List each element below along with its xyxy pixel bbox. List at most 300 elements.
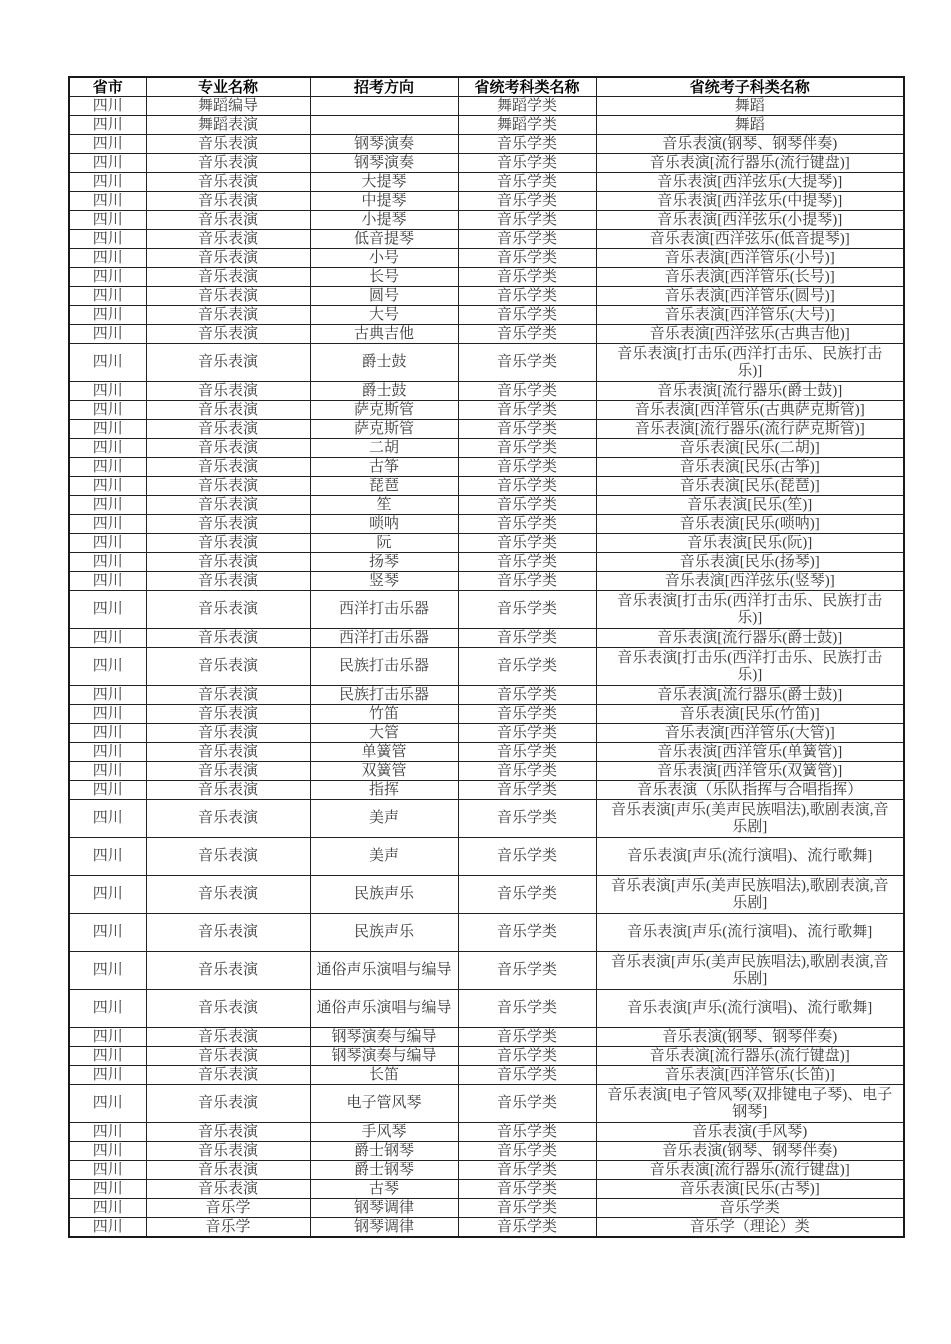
cell-category: 音乐学类 bbox=[458, 629, 596, 648]
cell-category: 音乐学类 bbox=[458, 591, 596, 629]
table-row bbox=[69, 1085, 904, 1123]
table-row bbox=[69, 1142, 904, 1161]
cell-province: 四川 bbox=[69, 705, 146, 724]
cell-direction bbox=[310, 116, 458, 135]
cell-province: 四川 bbox=[69, 477, 146, 496]
cell-direction: 大号 bbox=[310, 306, 458, 325]
cell-subcategory: 音乐表演[流行器乐(爵士鼓)] bbox=[596, 382, 904, 401]
table-row bbox=[69, 401, 904, 420]
table-row bbox=[69, 1028, 904, 1047]
table-row bbox=[69, 515, 904, 534]
cell-province: 四川 bbox=[69, 154, 146, 173]
cell-province: 四川 bbox=[69, 1161, 146, 1180]
cell-category: 音乐学类 bbox=[458, 1085, 596, 1123]
cell-subcategory: 音乐表演[民乐(扬琴)] bbox=[596, 553, 904, 572]
cell-subcategory: 舞蹈 bbox=[596, 97, 904, 116]
cell-subcategory: 音乐表演[流行器乐(流行键盘)] bbox=[596, 1161, 904, 1180]
cell-subcategory: 音乐表演[西洋管乐(长笛)] bbox=[596, 1066, 904, 1085]
cell-category: 舞蹈学类 bbox=[458, 116, 596, 135]
cell-subcategory: 音乐表演[西洋管乐(长号)] bbox=[596, 268, 904, 287]
cell-category: 音乐学类 bbox=[458, 230, 596, 249]
cell-subcategory: 音乐表演[西洋管乐(大管)] bbox=[596, 724, 904, 743]
cell-major: 音乐表演 bbox=[146, 762, 310, 781]
cell-subcategory: 音乐表演[西洋弦乐(古典吉他)] bbox=[596, 325, 904, 344]
cell-major: 音乐表演 bbox=[146, 1142, 310, 1161]
table-row bbox=[69, 135, 904, 154]
cell-category: 音乐学类 bbox=[458, 705, 596, 724]
cell-subcategory: 音乐表演[民乐(古筝)] bbox=[596, 458, 904, 477]
cell-province: 四川 bbox=[69, 344, 146, 382]
table-row bbox=[69, 838, 904, 876]
table-row bbox=[69, 1180, 904, 1199]
header-row bbox=[69, 77, 904, 97]
cell-major: 音乐表演 bbox=[146, 230, 310, 249]
cell-direction: 双簧管 bbox=[310, 762, 458, 781]
cell-category: 音乐学类 bbox=[458, 553, 596, 572]
table-row bbox=[69, 648, 904, 686]
cell-category: 音乐学类 bbox=[458, 268, 596, 287]
cell-category: 音乐学类 bbox=[458, 952, 596, 990]
cell-direction: 低音提琴 bbox=[310, 230, 458, 249]
cell-category: 音乐学类 bbox=[458, 1028, 596, 1047]
cell-major: 音乐表演 bbox=[146, 800, 310, 838]
cell-province: 四川 bbox=[69, 743, 146, 762]
cell-major: 音乐表演 bbox=[146, 591, 310, 629]
table-row bbox=[69, 1161, 904, 1180]
cell-direction: 钢琴演奏与编导 bbox=[310, 1028, 458, 1047]
cell-major: 音乐表演 bbox=[146, 154, 310, 173]
cell-subcategory: 音乐表演(钢琴、钢琴伴奏) bbox=[596, 1142, 904, 1161]
cell-major: 音乐表演 bbox=[146, 629, 310, 648]
cell-province: 四川 bbox=[69, 515, 146, 534]
table-row bbox=[69, 344, 904, 382]
cell-province: 四川 bbox=[69, 724, 146, 743]
cell-category: 音乐学类 bbox=[458, 325, 596, 344]
cell-direction: 长号 bbox=[310, 268, 458, 287]
cell-category: 音乐学类 bbox=[458, 1199, 596, 1218]
cell-category: 音乐学类 bbox=[458, 1047, 596, 1066]
table-row bbox=[69, 629, 904, 648]
cell-major: 舞蹈表演 bbox=[146, 116, 310, 135]
cell-subcategory: 音乐表演[电子管风琴(双排键电子琴)、电子钢琴] bbox=[596, 1085, 904, 1123]
cell-direction: 小号 bbox=[310, 249, 458, 268]
cell-direction: 竖琴 bbox=[310, 572, 458, 591]
cell-direction: 爵士钢琴 bbox=[310, 1161, 458, 1180]
table-row bbox=[69, 743, 904, 762]
cell-major: 音乐表演 bbox=[146, 914, 310, 952]
cell-direction: 萨克斯管 bbox=[310, 420, 458, 439]
table-row bbox=[69, 686, 904, 705]
cell-subcategory: 音乐表演[声乐(美声民族唱法),歌剧表演,音乐剧] bbox=[596, 952, 904, 990]
cell-direction: 琵琶 bbox=[310, 477, 458, 496]
cell-province: 四川 bbox=[69, 420, 146, 439]
cell-direction: 古筝 bbox=[310, 458, 458, 477]
cell-subcategory: 音乐表演[民乐(唢呐)] bbox=[596, 515, 904, 534]
cell-province: 四川 bbox=[69, 686, 146, 705]
cell-province: 四川 bbox=[69, 97, 146, 116]
cell-direction: 唢呐 bbox=[310, 515, 458, 534]
cell-subcategory: 音乐表演[民乐(琵琶)] bbox=[596, 477, 904, 496]
cell-category: 音乐学类 bbox=[458, 1066, 596, 1085]
cell-province: 四川 bbox=[69, 800, 146, 838]
cell-category: 音乐学类 bbox=[458, 382, 596, 401]
cell-major: 音乐表演 bbox=[146, 458, 310, 477]
table-row bbox=[69, 496, 904, 515]
table-row bbox=[69, 781, 904, 800]
cell-direction: 萨克斯管 bbox=[310, 401, 458, 420]
cell-province: 四川 bbox=[69, 439, 146, 458]
cell-subcategory: 音乐表演[西洋弦乐(中提琴)] bbox=[596, 192, 904, 211]
table-row bbox=[69, 249, 904, 268]
table-row bbox=[69, 1199, 904, 1218]
cell-major: 音乐表演 bbox=[146, 1066, 310, 1085]
cell-direction: 电子管风琴 bbox=[310, 1085, 458, 1123]
cell-subcategory: 音乐表演[流行器乐(流行键盘)] bbox=[596, 154, 904, 173]
cell-province: 四川 bbox=[69, 192, 146, 211]
cell-subcategory: 音乐表演[声乐(美声民族唱法),歌剧表演,音乐剧] bbox=[596, 876, 904, 914]
cell-direction: 西洋打击乐器 bbox=[310, 591, 458, 629]
cell-direction: 钢琴演奏 bbox=[310, 135, 458, 154]
table-row bbox=[69, 477, 904, 496]
cell-category: 音乐学类 bbox=[458, 572, 596, 591]
cell-province: 四川 bbox=[69, 230, 146, 249]
cell-major: 音乐表演 bbox=[146, 344, 310, 382]
cell-major: 音乐学 bbox=[146, 1218, 310, 1238]
cell-province: 四川 bbox=[69, 762, 146, 781]
cell-subcategory: 音乐表演[打击乐(西洋打击乐、民族打击乐)] bbox=[596, 648, 904, 686]
cell-subcategory: 音乐表演[西洋弦乐(小提琴)] bbox=[596, 211, 904, 230]
cell-province: 四川 bbox=[69, 781, 146, 800]
cell-category: 音乐学类 bbox=[458, 743, 596, 762]
cell-province: 四川 bbox=[69, 496, 146, 515]
cell-category: 音乐学类 bbox=[458, 439, 596, 458]
cell-province: 四川 bbox=[69, 572, 146, 591]
header-major: 专业名称 bbox=[146, 77, 310, 97]
cell-subcategory: 音乐表演(手风琴) bbox=[596, 1123, 904, 1142]
cell-province: 四川 bbox=[69, 1142, 146, 1161]
cell-major: 音乐表演 bbox=[146, 553, 310, 572]
table-row bbox=[69, 154, 904, 173]
cell-major: 音乐表演 bbox=[146, 306, 310, 325]
cell-subcategory: 音乐表演[西洋弦乐(竖琴)] bbox=[596, 572, 904, 591]
cell-category: 舞蹈学类 bbox=[458, 97, 596, 116]
table-row bbox=[69, 990, 904, 1028]
cell-major: 音乐表演 bbox=[146, 781, 310, 800]
cell-subcategory: 音乐表演(钢琴、钢琴伴奏) bbox=[596, 1028, 904, 1047]
cell-subcategory: 音乐表演[打击乐(西洋打击乐、民族打击乐)] bbox=[596, 591, 904, 629]
cell-direction: 通俗声乐演唱与编导 bbox=[310, 952, 458, 990]
cell-subcategory: 音乐表演[西洋弦乐(低音提琴)] bbox=[596, 230, 904, 249]
cell-subcategory: 音乐表演[西洋管乐(单簧管)] bbox=[596, 743, 904, 762]
cell-province: 四川 bbox=[69, 838, 146, 876]
cell-direction: 通俗声乐演唱与编导 bbox=[310, 990, 458, 1028]
cell-province: 四川 bbox=[69, 1199, 146, 1218]
cell-direction: 美声 bbox=[310, 838, 458, 876]
cell-category: 音乐学类 bbox=[458, 1142, 596, 1161]
table-row bbox=[69, 1047, 904, 1066]
table-row bbox=[69, 382, 904, 401]
cell-direction: 笙 bbox=[310, 496, 458, 515]
cell-province: 四川 bbox=[69, 534, 146, 553]
cell-category: 音乐学类 bbox=[458, 1218, 596, 1238]
cell-province: 四川 bbox=[69, 1085, 146, 1123]
cell-direction: 民族声乐 bbox=[310, 876, 458, 914]
table-row bbox=[69, 458, 904, 477]
cell-subcategory: 舞蹈 bbox=[596, 116, 904, 135]
cell-major: 音乐表演 bbox=[146, 249, 310, 268]
table-row bbox=[69, 705, 904, 724]
cell-major: 音乐表演 bbox=[146, 268, 310, 287]
cell-subcategory: 音乐表演[民乐(古琴)] bbox=[596, 1180, 904, 1199]
table-row bbox=[69, 534, 904, 553]
table-row bbox=[69, 420, 904, 439]
cell-subcategory: 音乐表演[流行器乐(流行键盘)] bbox=[596, 1047, 904, 1066]
cell-category: 音乐学类 bbox=[458, 249, 596, 268]
table-row bbox=[69, 1218, 904, 1238]
cell-category: 音乐学类 bbox=[458, 781, 596, 800]
cell-major: 音乐表演 bbox=[146, 724, 310, 743]
cell-province: 四川 bbox=[69, 173, 146, 192]
table-row bbox=[69, 325, 904, 344]
cell-direction: 大管 bbox=[310, 724, 458, 743]
cell-subcategory: 音乐学（理论）类 bbox=[596, 1218, 904, 1238]
table-row bbox=[69, 211, 904, 230]
cell-province: 四川 bbox=[69, 952, 146, 990]
cell-subcategory: 音乐表演[民乐(竹笛)] bbox=[596, 705, 904, 724]
cell-major: 音乐表演 bbox=[146, 420, 310, 439]
cell-province: 四川 bbox=[69, 1047, 146, 1066]
cell-direction: 长笛 bbox=[310, 1066, 458, 1085]
cell-major: 音乐表演 bbox=[146, 192, 310, 211]
cell-province: 四川 bbox=[69, 325, 146, 344]
table-row bbox=[69, 762, 904, 781]
cell-category: 音乐学类 bbox=[458, 914, 596, 952]
table-row bbox=[69, 268, 904, 287]
header-province: 省市 bbox=[69, 77, 146, 97]
cell-direction: 扬琴 bbox=[310, 553, 458, 572]
cell-major: 音乐表演 bbox=[146, 1123, 310, 1142]
header-direction: 招考方向 bbox=[310, 77, 458, 97]
cell-major: 音乐表演 bbox=[146, 1047, 310, 1066]
cell-direction: 二胡 bbox=[310, 439, 458, 458]
cell-category: 音乐学类 bbox=[458, 800, 596, 838]
cell-province: 四川 bbox=[69, 401, 146, 420]
cell-subcategory: 音乐表演[西洋弦乐(大提琴)] bbox=[596, 173, 904, 192]
table-row bbox=[69, 192, 904, 211]
cell-major: 音乐表演 bbox=[146, 401, 310, 420]
cell-major: 音乐表演 bbox=[146, 990, 310, 1028]
cell-major: 音乐表演 bbox=[146, 325, 310, 344]
cell-major: 音乐表演 bbox=[146, 1180, 310, 1199]
cell-major: 音乐表演 bbox=[146, 838, 310, 876]
cell-category: 音乐学类 bbox=[458, 401, 596, 420]
cell-subcategory: 音乐表演[声乐(流行演唱)、流行歌舞] bbox=[596, 914, 904, 952]
cell-major: 音乐表演 bbox=[146, 287, 310, 306]
cell-category: 音乐学类 bbox=[458, 192, 596, 211]
cell-subcategory: 音乐表演[民乐(二胡)] bbox=[596, 439, 904, 458]
table-row bbox=[69, 173, 904, 192]
cell-direction bbox=[310, 97, 458, 116]
cell-province: 四川 bbox=[69, 249, 146, 268]
cell-subcategory: 音乐表演[民乐(阮)] bbox=[596, 534, 904, 553]
cell-province: 四川 bbox=[69, 1123, 146, 1142]
header-subcategory: 省统考子科类名称 bbox=[596, 77, 904, 97]
cell-category: 音乐学类 bbox=[458, 762, 596, 781]
cell-major: 音乐表演 bbox=[146, 1028, 310, 1047]
cell-major: 音乐表演 bbox=[146, 686, 310, 705]
cell-subcategory: 音乐表演[流行器乐(爵士鼓)] bbox=[596, 686, 904, 705]
cell-direction: 小提琴 bbox=[310, 211, 458, 230]
cell-category: 音乐学类 bbox=[458, 154, 596, 173]
cell-major: 音乐表演 bbox=[146, 705, 310, 724]
cell-major: 音乐表演 bbox=[146, 382, 310, 401]
cell-major: 舞蹈编导 bbox=[146, 97, 310, 116]
cell-category: 音乐学类 bbox=[458, 420, 596, 439]
cell-subcategory: 音乐表演[西洋管乐(小号)] bbox=[596, 249, 904, 268]
cell-province: 四川 bbox=[69, 306, 146, 325]
cell-subcategory: 音乐学类 bbox=[596, 1199, 904, 1218]
cell-category: 音乐学类 bbox=[458, 686, 596, 705]
header-category: 省统考科类名称 bbox=[458, 77, 596, 97]
table-row bbox=[69, 914, 904, 952]
cell-subcategory: 音乐表演[声乐(美声民族唱法),歌剧表演,音乐剧] bbox=[596, 800, 904, 838]
cell-major: 音乐表演 bbox=[146, 648, 310, 686]
table-row bbox=[69, 553, 904, 572]
cell-province: 四川 bbox=[69, 629, 146, 648]
table-row bbox=[69, 230, 904, 249]
cell-direction: 大提琴 bbox=[310, 173, 458, 192]
cell-direction: 钢琴调律 bbox=[310, 1199, 458, 1218]
cell-direction: 单簧管 bbox=[310, 743, 458, 762]
cell-category: 音乐学类 bbox=[458, 1123, 596, 1142]
cell-major: 音乐表演 bbox=[146, 952, 310, 990]
cell-direction: 圆号 bbox=[310, 287, 458, 306]
cell-direction: 爵士鼓 bbox=[310, 344, 458, 382]
cell-province: 四川 bbox=[69, 990, 146, 1028]
table-row bbox=[69, 97, 904, 116]
cell-subcategory: 音乐表演[声乐(流行演唱)、流行歌舞] bbox=[596, 990, 904, 1028]
cell-category: 音乐学类 bbox=[458, 287, 596, 306]
cell-direction: 民族声乐 bbox=[310, 914, 458, 952]
cell-subcategory: 音乐表演[打击乐(西洋打击乐、民族打击乐)] bbox=[596, 344, 904, 382]
cell-category: 音乐学类 bbox=[458, 648, 596, 686]
cell-province: 四川 bbox=[69, 135, 146, 154]
table-header bbox=[69, 77, 904, 97]
cell-category: 音乐学类 bbox=[458, 211, 596, 230]
cell-direction: 民族打击乐器 bbox=[310, 686, 458, 705]
cell-direction: 古琴 bbox=[310, 1180, 458, 1199]
cell-major: 音乐表演 bbox=[146, 439, 310, 458]
cell-subcategory: 音乐表演[西洋管乐(圆号)] bbox=[596, 287, 904, 306]
cell-direction: 钢琴演奏 bbox=[310, 154, 458, 173]
cell-province: 四川 bbox=[69, 211, 146, 230]
cell-major: 音乐表演 bbox=[146, 876, 310, 914]
cell-category: 音乐学类 bbox=[458, 173, 596, 192]
cell-category: 音乐学类 bbox=[458, 1161, 596, 1180]
table-row bbox=[69, 116, 904, 135]
cell-major: 音乐表演 bbox=[146, 211, 310, 230]
cell-major: 音乐表演 bbox=[146, 496, 310, 515]
table-row bbox=[69, 952, 904, 990]
cell-major: 音乐表演 bbox=[146, 1161, 310, 1180]
cell-major: 音乐表演 bbox=[146, 572, 310, 591]
cell-category: 音乐学类 bbox=[458, 458, 596, 477]
cell-subcategory: 音乐表演[流行器乐(爵士鼓)] bbox=[596, 629, 904, 648]
cell-category: 音乐学类 bbox=[458, 838, 596, 876]
cell-direction: 手风琴 bbox=[310, 1123, 458, 1142]
cell-category: 音乐学类 bbox=[458, 306, 596, 325]
cell-direction: 西洋打击乐器 bbox=[310, 629, 458, 648]
table-row bbox=[69, 591, 904, 629]
cell-major: 音乐表演 bbox=[146, 477, 310, 496]
cell-direction: 中提琴 bbox=[310, 192, 458, 211]
cell-category: 音乐学类 bbox=[458, 1180, 596, 1199]
cell-direction: 阮 bbox=[310, 534, 458, 553]
cell-subcategory: 音乐表演[声乐(流行演唱)、流行歌舞] bbox=[596, 838, 904, 876]
table-row bbox=[69, 287, 904, 306]
cell-direction: 古典吉他 bbox=[310, 325, 458, 344]
cell-province: 四川 bbox=[69, 553, 146, 572]
table-body bbox=[69, 97, 904, 1238]
cell-category: 音乐学类 bbox=[458, 724, 596, 743]
cell-subcategory: 音乐表演(钢琴、钢琴伴奏) bbox=[596, 135, 904, 154]
cell-direction: 钢琴演奏与编导 bbox=[310, 1047, 458, 1066]
cell-province: 四川 bbox=[69, 1066, 146, 1085]
cell-major: 音乐表演 bbox=[146, 173, 310, 192]
cell-category: 音乐学类 bbox=[458, 135, 596, 154]
cell-province: 四川 bbox=[69, 1218, 146, 1238]
cell-category: 音乐学类 bbox=[458, 515, 596, 534]
admissions-table bbox=[68, 76, 905, 1238]
cell-category: 音乐学类 bbox=[458, 344, 596, 382]
cell-province: 四川 bbox=[69, 287, 146, 306]
table-row bbox=[69, 306, 904, 325]
cell-category: 音乐学类 bbox=[458, 876, 596, 914]
cell-province: 四川 bbox=[69, 648, 146, 686]
cell-direction: 指挥 bbox=[310, 781, 458, 800]
table-row bbox=[69, 800, 904, 838]
cell-subcategory: 音乐表演[民乐(笙)] bbox=[596, 496, 904, 515]
cell-category: 音乐学类 bbox=[458, 496, 596, 515]
table-row bbox=[69, 439, 904, 458]
cell-direction: 竹笛 bbox=[310, 705, 458, 724]
cell-province: 四川 bbox=[69, 914, 146, 952]
cell-major: 音乐表演 bbox=[146, 135, 310, 154]
cell-subcategory: 音乐表演[西洋管乐(古典萨克斯管)] bbox=[596, 401, 904, 420]
cell-category: 音乐学类 bbox=[458, 534, 596, 553]
cell-category: 音乐学类 bbox=[458, 477, 596, 496]
cell-province: 四川 bbox=[69, 116, 146, 135]
table-row bbox=[69, 724, 904, 743]
cell-subcategory: 音乐表演[西洋管乐(大号)] bbox=[596, 306, 904, 325]
cell-major: 音乐表演 bbox=[146, 1085, 310, 1123]
cell-major: 音乐表演 bbox=[146, 743, 310, 762]
cell-category: 音乐学类 bbox=[458, 990, 596, 1028]
cell-direction: 钢琴调律 bbox=[310, 1218, 458, 1238]
cell-direction: 民族打击乐器 bbox=[310, 648, 458, 686]
cell-subcategory: 音乐表演[西洋管乐(双簧管)] bbox=[596, 762, 904, 781]
cell-direction: 爵士鼓 bbox=[310, 382, 458, 401]
cell-province: 四川 bbox=[69, 458, 146, 477]
table-row bbox=[69, 572, 904, 591]
table-row bbox=[69, 1066, 904, 1085]
table-row bbox=[69, 1123, 904, 1142]
cell-direction: 美声 bbox=[310, 800, 458, 838]
cell-province: 四川 bbox=[69, 268, 146, 287]
cell-major: 音乐学 bbox=[146, 1199, 310, 1218]
cell-province: 四川 bbox=[69, 876, 146, 914]
cell-subcategory: 音乐表演[流行器乐(流行萨克斯管)] bbox=[596, 420, 904, 439]
